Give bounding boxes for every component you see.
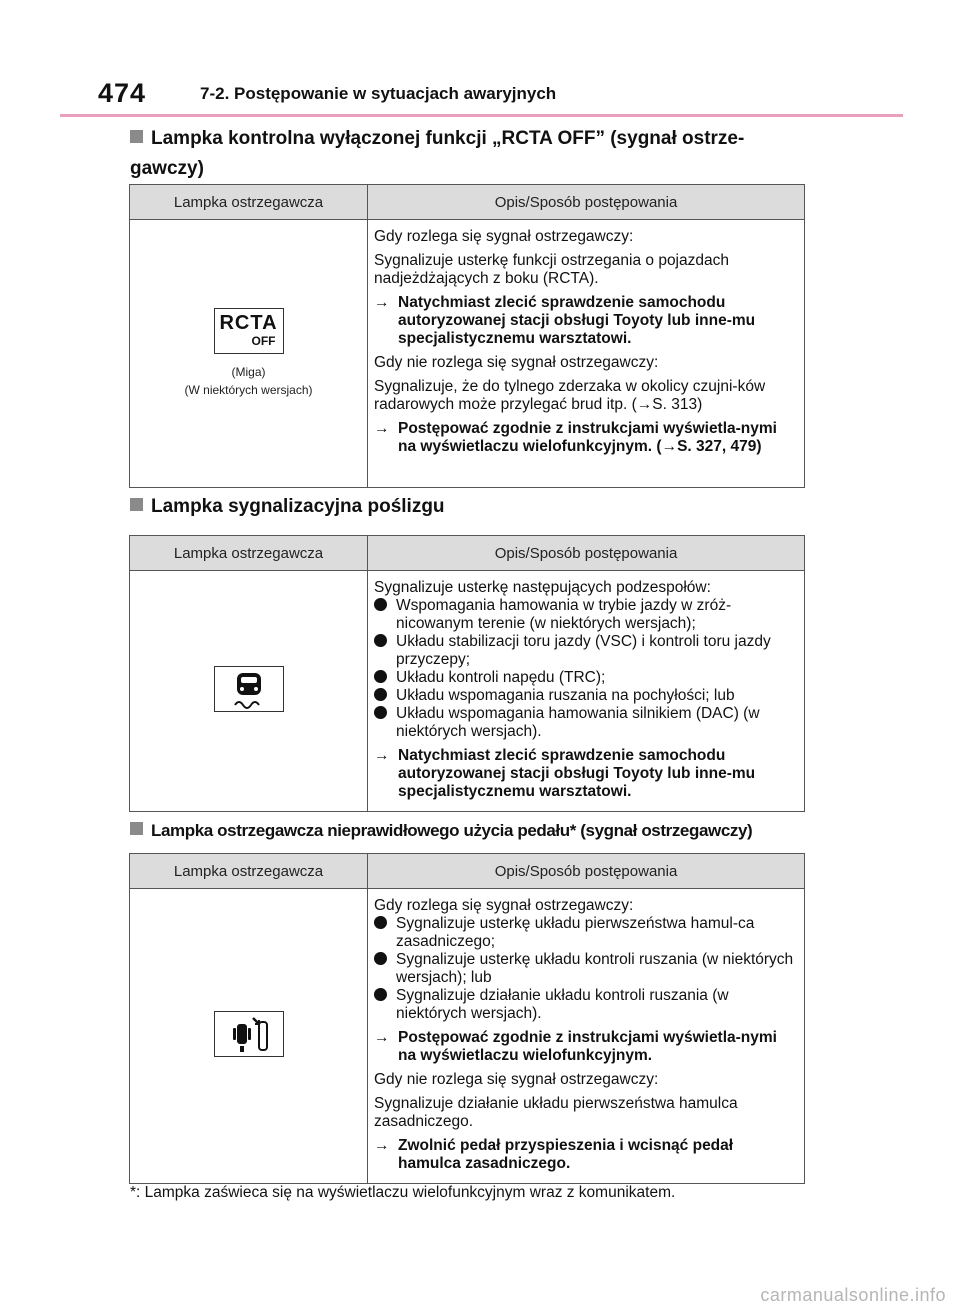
- bullet-dot-icon: [374, 916, 387, 929]
- column-header-lamp: Lampka ostrzegawcza: [130, 854, 368, 889]
- bullet-dot-icon: [374, 688, 387, 701]
- list-item: Sygnalizuje działanie układu kontroli ruszania (w niektórych wersjach).: [374, 987, 798, 1023]
- description-cell: Gdy rozlega się sygnał ostrzegawczy: Sygnalizuje usterkę funkcji ostrzegania o pojazdach nadjeżdżających z boku (RCTA). → Natychmiast zlecić sprawdzenie samochodu autoryzowanej stacji obsługi Toyoty lub inne-mu specjalistycznemu warsztatowi. Gdy nie rozlega się sygnał ostrzegawczy: Sygnalizuje, że do tylnego zderzaka w okolicy czujni-ków radarowych może przylegać brud itp. (→S. 313) → Postępować zgodnie z instrukcjami wyświetla-nymi na wyświetlaczu wielofunkcyjnym. (→S. 327, 479): [368, 220, 805, 488]
- column-header-description: Opis/Sposób postępowania: [368, 536, 805, 571]
- description-cell: Sygnalizuje usterkę następujących podzespołów: Wspomagania hamowania w trybie jazdy w zróż-nicowanym terenie (w niektórych wersjach); Układu stabilizacji toru jazdy (VSC) i kontroli toru jazdy przyczepy; Układu kontroli napędu (TRC); Układu wspomagania ruszania na pochyłości; lub Układu wspomagania hamowania silnikiem (DAC) (w niektórych wersjach). → Natychmiast zlecić sprawdzenie samochodu autoryzowanej stacji obsługi Toyoty lub inne-mu specjalistycznemu warsztatowi.: [368, 571, 805, 812]
- pedal-misoperation-icon: [214, 1011, 284, 1057]
- action-instruction: → Natychmiast zlecić sprawdzenie samochodu autoryzowanej stacji obsługi Toyoty lub inne-mu specjalistycznemu warsztatowi.: [374, 747, 756, 800]
- list-item: Sygnalizuje usterkę układu pierwszeństwa hamul-ca zasadniczego;: [374, 915, 798, 951]
- square-bullet-icon: [130, 130, 143, 143]
- slip-indicator-icon: [214, 666, 284, 712]
- list-item: Sygnalizuje usterkę układu kontroli ruszania (w niektórych wersjach); lub: [374, 951, 798, 987]
- page-header: [0, 0, 960, 120]
- lamp-cell: [130, 220, 368, 488]
- section-heading-text: Lampka kontrolna wyłączonej funkcji „RCTA OFF” (sygnał ostrze-gawczy): [130, 128, 745, 179]
- section-heading-text: Lampka sygnalizacyjna poślizgu: [151, 496, 445, 517]
- action-instruction: → Zwolnić pedał przyspieszenia i wcisnąć pedał hamulca zasadniczego.: [374, 1137, 734, 1172]
- footnote: *: Lampka zaświeca się na wyświetlaczu wielofunkcyjnym wraz z komunikatem.: [130, 1184, 676, 1201]
- arrow-icon: →: [374, 1137, 390, 1154]
- bullet-list: [374, 915, 798, 1023]
- action-instruction: → Natychmiast zlecić sprawdzenie samochodu autoryzowanej stacji obsługi Toyoty lub inne-mu specjalistycznemu warsztatowi.: [374, 294, 756, 347]
- bullet-dot-icon: [374, 988, 387, 1001]
- column-header-description: Opis/Sposób postępowania: [368, 854, 805, 889]
- list-item: Układu stabilizacji toru jazdy (VSC) i kontroli toru jazdy przyczepy;: [374, 633, 798, 669]
- page-number: 474: [98, 78, 147, 108]
- section-heading-pedal: [130, 816, 820, 846]
- action-instruction: → Postępować zgodnie z instrukcjami wyświetla-nymi na wyświetlaczu wielofunkcyjnym.: [374, 1029, 777, 1064]
- bullet-list: [374, 597, 798, 741]
- header-rule: [60, 114, 903, 117]
- bullet-dot-icon: [374, 706, 387, 719]
- square-bullet-icon: [130, 822, 143, 835]
- lamp-cell: [130, 889, 368, 1184]
- column-header-description: Opis/Sposób postępowania: [368, 185, 805, 220]
- bullet-dot-icon: [374, 634, 387, 647]
- icon-caption: (Miga) (W niektórych wersjach): [184, 365, 313, 397]
- square-bullet-icon: [130, 498, 143, 511]
- arrow-icon: →: [374, 294, 390, 311]
- arrow-icon: →: [374, 420, 390, 437]
- list-item: Wspomagania hamowania w trybie jazdy w zróż-nicowanym terenie (w niektórych wersjach);: [374, 597, 798, 633]
- bullet-dot-icon: [374, 952, 387, 965]
- list-item: Układu wspomagania hamowania silnikiem (DAC) (w niektórych wersjach).: [374, 705, 798, 741]
- arrow-icon: →: [374, 1029, 390, 1046]
- watermark: carmanualsonline.info: [760, 1285, 946, 1305]
- list-item: Układu kontroli napędu (TRC);: [374, 669, 798, 687]
- description-cell: Gdy rozlega się sygnał ostrzegawczy: Sygnalizuje usterkę układu pierwszeństwa hamul-ca zasadniczego; Sygnalizuje usterkę układu kontroli ruszania (w niektórych wersjach); lub Sygnalizuje działanie układu kontroli ruszania (w niektórych wersjach). → Postępować zgodnie z instrukcjami wyświetla-nymi na wyświetlaczu wielofunkcyjnym. Gdy nie rozlega się sygnał ostrzegawczy: Sygnalizuje działanie układu pierwszeństwa hamulca zasadniczego. → Zwolnić pedał przyspieszenia i wcisnąć pedał hamulca zasadniczego.: [368, 889, 805, 1184]
- action-instruction: → Postępować zgodnie z instrukcjami wyświetla-nymi na wyświetlaczu wielofunkcyjnym. (→S. 327, 479): [374, 420, 777, 455]
- section-heading-slip: [130, 492, 810, 522]
- lamp-cell: [130, 571, 368, 812]
- list-item: Układu wspomagania ruszania na pochyłości; lub: [374, 687, 798, 705]
- section-heading-rcta: [130, 124, 810, 184]
- warning-table-pedal: [129, 853, 805, 1184]
- column-header-lamp: Lampka ostrzegawcza: [130, 185, 368, 220]
- warning-table-rcta: [129, 184, 805, 488]
- warning-table-slip: [129, 535, 805, 812]
- bullet-dot-icon: [374, 598, 387, 611]
- rcta-off-icon: RCTA OFF: [214, 308, 284, 354]
- chapter-title: 7-2. Postępowanie w sytuacjach awaryjnych: [200, 84, 557, 103]
- section-heading-text: Lampka ostrzegawcza nieprawidłowego użycia pedału* (sygnał ostrzegawczy): [151, 821, 753, 840]
- bullet-dot-icon: [374, 670, 387, 683]
- arrow-icon: →: [374, 747, 390, 764]
- column-header-lamp: Lampka ostrzegawcza: [130, 536, 368, 571]
